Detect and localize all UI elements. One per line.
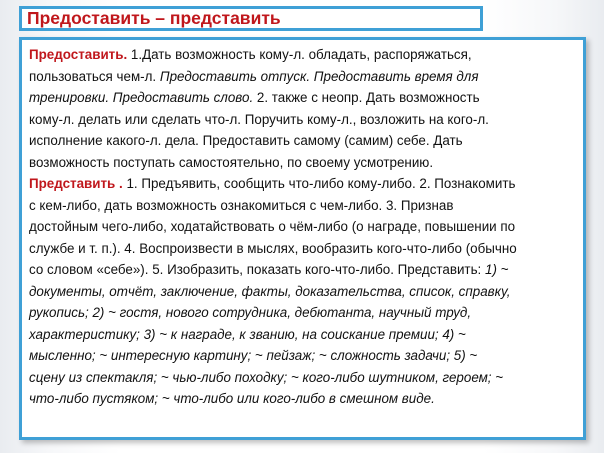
text-line <box>29 345 575 367</box>
text-line <box>29 259 575 281</box>
title-box <box>19 6 483 31</box>
definition-text: с кем-либо, дать возможность ознакомиться с чем-либо. 3. Признав <box>29 197 454 213</box>
definition-text: достойным чего-либо, ходатайствовать о чём-либо (о награде, повышении по <box>29 219 516 234</box>
text-line <box>29 324 575 346</box>
example-text: рукопись; 2) ~ гостя, нового сотрудника, дебютанта, научный труд, <box>29 305 472 320</box>
text-line <box>29 195 575 217</box>
text-line <box>29 281 575 303</box>
example-text: документы, отчёт, заключение, факты, доказательства, список, справку, <box>29 283 511 299</box>
definition-box <box>19 37 586 440</box>
definition-text: 1.Дать возможность кому-л. обладать, распоряжаться, <box>127 47 472 62</box>
example-text: 1) ~ <box>485 262 509 277</box>
text-line <box>29 216 575 238</box>
text-line <box>29 44 575 66</box>
definition-text: со словом «себе»). 5. Изобразить, показать кого-что-либо. Представить: <box>29 262 485 277</box>
example-text: сцену из спектакля; ~ чью-либо походку; ~ кого-либо шутником, героем; ~ <box>29 369 504 385</box>
text-line <box>29 87 575 109</box>
text-line <box>29 66 575 88</box>
definition-text: возможность поступать самостоятельно, по своему усмотрению. <box>29 154 434 170</box>
definition-text: службе и т. п.). 4. Воспроизвести в мыслях, вообразить кого-что-либо (обычно <box>29 240 517 256</box>
text-line <box>29 152 575 174</box>
text-line <box>29 238 575 260</box>
term-heading: Представить . <box>29 176 123 191</box>
text-line <box>29 367 575 389</box>
example-text: Предоставить отпуск. Предоставить время для <box>159 68 479 84</box>
text-line <box>29 302 575 324</box>
example-text: мысленно; ~ интересную картину; ~ пейзаж; ~ сложность задачи; 5) ~ <box>29 348 478 363</box>
definition-text: исполнение какого-л. дела. Предоставить самому (самим) себе. Дать <box>29 133 463 148</box>
example-text: характеристику; 3) ~ к награде, к званию, на соискание премии; 4) ~ <box>29 326 466 342</box>
text-line <box>29 388 575 410</box>
text-line <box>29 109 575 131</box>
text-line <box>29 173 575 195</box>
definition-text: 2. также с неопр. Дать возможность <box>253 90 480 105</box>
definition-text: пользоваться чем-л. <box>29 68 160 84</box>
definition-text: 1. Предъявить, сообщить что-либо кому-либо. 2. Познакомить <box>122 176 516 191</box>
definition-text: кому-л. делать или сделать что-л. Поручить кому-л., возложить на кого-л. <box>29 111 489 127</box>
slide-title: Предоставить – представить <box>27 8 281 28</box>
text-line <box>29 130 575 152</box>
definition-text <box>29 44 575 410</box>
example-text: тренировки. Предоставить слово. <box>29 90 254 105</box>
term-heading: Предоставить. <box>29 47 128 62</box>
example-text: что-либо пустяком; ~ что-либо или кого-либо в смешном виде. <box>29 391 435 406</box>
